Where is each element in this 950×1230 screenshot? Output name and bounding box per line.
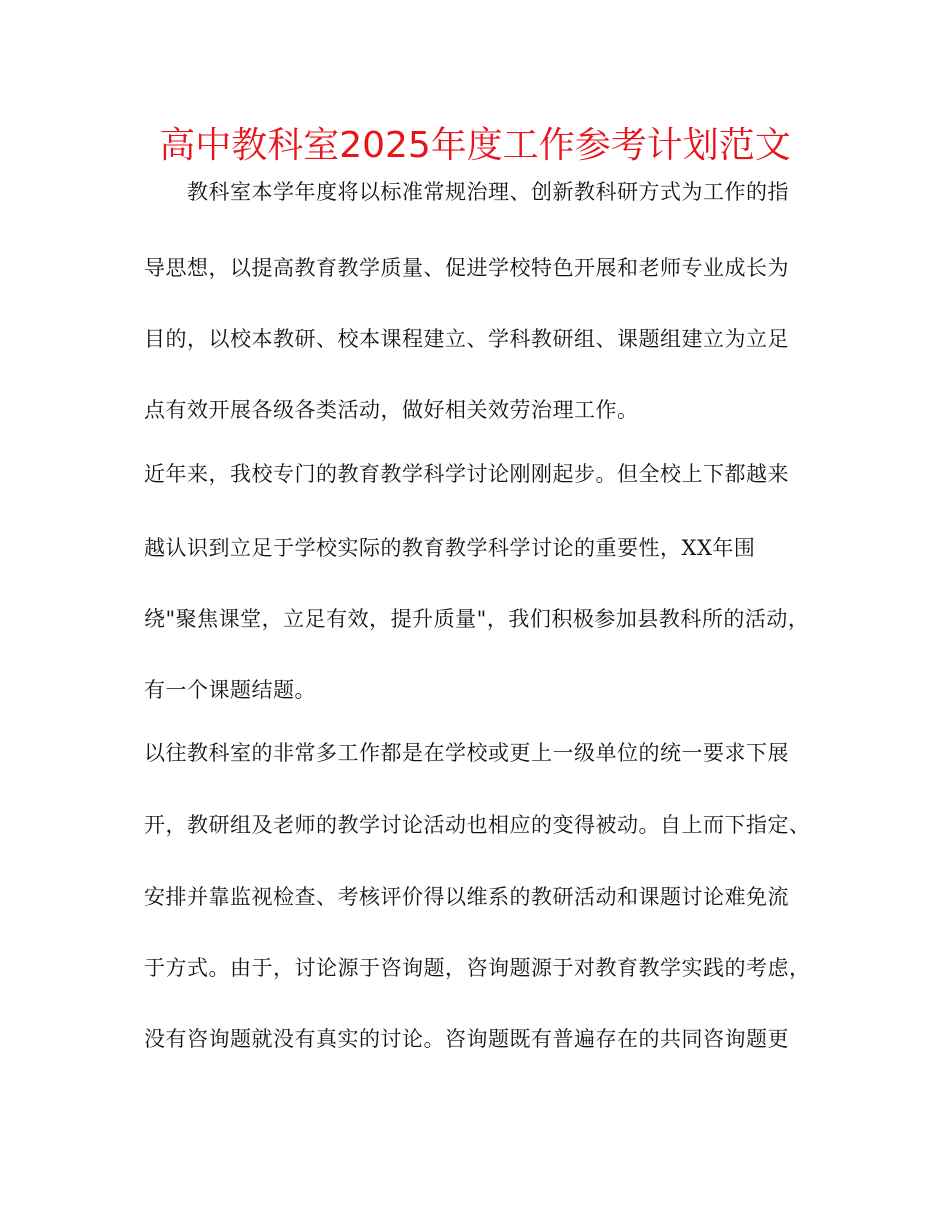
paragraph-line: 点有效开展各级各类活动，做好相关效劳治理工作。 — [144, 398, 639, 422]
paragraph-line: 导思想，以提高教育教学质量、促进学校特色开展和老师专业成长为 — [144, 256, 789, 280]
paragraph-line: 目的，以校本教研、校本课程建立、学科教研组、课题组建立为立足 — [144, 327, 789, 351]
paragraph-line: 安排并靠监视检查、考核评价得以维系的教研活动和课题讨论难免流 — [144, 885, 789, 909]
paragraph-line: 近年来，我校专门的教育教学科学讨论刚刚起步。但全校上下都越来 — [144, 462, 789, 486]
paragraph-line: 开，教研组及老师的教学讨论活动也相应的变得被动。自上而下指定、 — [144, 813, 811, 837]
paragraph-line: 教科室本学年度将以标准常规治理、创新教科研方式为工作的指 — [187, 180, 789, 204]
paragraph-line: 绕"聚焦课堂，立足有效，提升质量"，我们积极参加县教科所的活动， — [144, 607, 810, 631]
document-title: 高中教科室2025年度工作参考计划范文 — [159, 125, 791, 166]
paragraph-line: 有一个课题结题。 — [144, 678, 316, 702]
paragraph-line: 没有咨询题就没有真实的讨论。咨询题既有普遍存在的共同咨询题更 — [144, 1027, 789, 1051]
paragraph-line: 于方式。由于，讨论源于咨询题，咨询题源于对教育教学实践的考虑， — [144, 956, 811, 980]
paragraph-line: 越认识到立足于学校实际的教育教学科学讨论的重要性，XX年围 — [144, 536, 756, 560]
paragraph-line: 以往教科室的非常多工作都是在学校或更上一级单位的统一要求下展 — [144, 741, 789, 765]
